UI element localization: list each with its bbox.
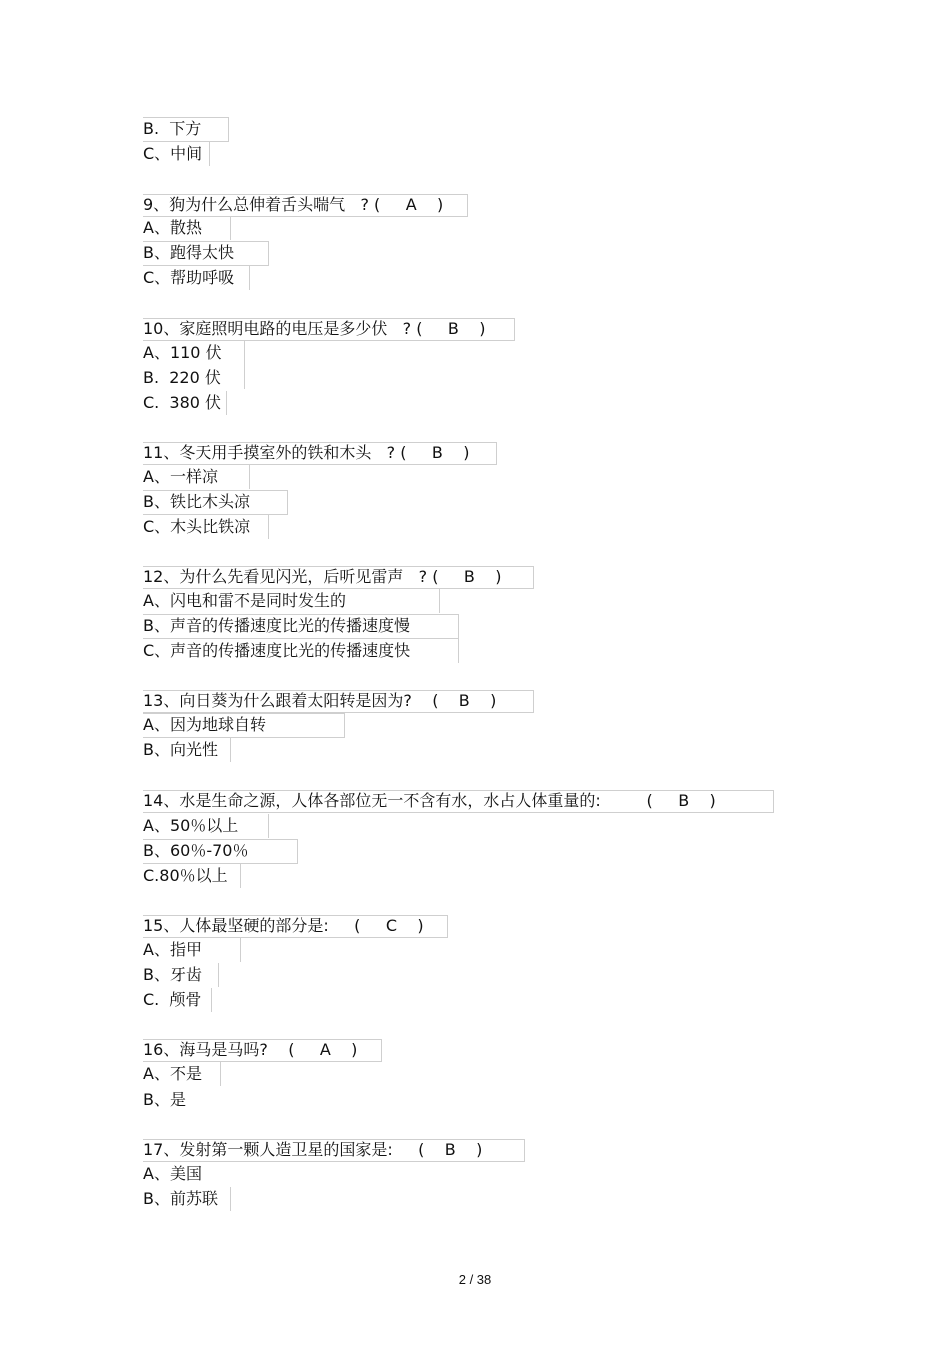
- option-a: A、闪电和雷不是同时发生的: [143, 591, 346, 610]
- option-a: A、110 伏: [143, 343, 222, 362]
- option-c: C. 380 伏: [143, 393, 222, 412]
- rule-fragment: [143, 566, 534, 589]
- option-c: C、木头比铁凉: [143, 517, 251, 536]
- rule-fragment: [244, 341, 245, 389]
- rule-fragment: [230, 216, 231, 240]
- rule-fragment: [230, 1187, 231, 1211]
- option-c: C、帮助呼吸: [143, 268, 235, 287]
- rule-fragment: [249, 266, 250, 290]
- rule-fragment: [143, 117, 229, 142]
- question-11: 11、冬天用手摸室外的铁和木头 ? ( B ): [143, 443, 470, 462]
- question-13: 13、向日葵为什么跟着太阳转是因为? ( B ): [143, 691, 497, 710]
- option-b: B、牙齿: [143, 965, 202, 984]
- rule-fragment: [458, 639, 459, 663]
- rule-fragment: [249, 465, 250, 489]
- option-b: B、铁比木头凉: [143, 492, 250, 511]
- option-c: C.80％以上: [143, 866, 228, 885]
- option-c: C. 颅骨: [143, 990, 202, 1009]
- option-a: A、不是: [143, 1064, 202, 1083]
- rule-fragment: [143, 839, 298, 864]
- rule-fragment: [143, 915, 448, 938]
- option-b: B、60％-70％: [143, 841, 249, 860]
- option-c: C、中间: [143, 144, 203, 163]
- option-a: A、指甲: [143, 940, 202, 959]
- option-b: B、是: [143, 1090, 186, 1109]
- rule-fragment: [143, 713, 345, 738]
- rule-fragment: [240, 938, 241, 962]
- rule-fragment: [268, 515, 269, 539]
- question-14: 14、水是生命之源，人体各部位无一不含有水，水占人体重量的: ( B ): [143, 791, 716, 810]
- rule-fragment: [226, 391, 227, 415]
- option-b: B、向光性: [143, 740, 218, 759]
- question-17: 17、发射第一颗人造卫星的国家是: ( B ): [143, 1140, 483, 1159]
- option-a: A、50％以上: [143, 816, 239, 835]
- option-c: C、声音的传播速度比光的传播速度快: [143, 641, 411, 660]
- rule-fragment: [218, 963, 219, 987]
- page-number: 2 / 38: [458, 1272, 492, 1287]
- question-10: 10、家庭照明电路的电压是多少伏 ? ( B ): [143, 319, 486, 338]
- rule-fragment: [143, 790, 774, 813]
- rule-fragment: [143, 318, 515, 341]
- rule-fragment: [211, 988, 212, 1012]
- option-b: B. 220 伏: [143, 368, 221, 387]
- option-b: B. 下方: [143, 119, 202, 138]
- option-a: A、因为地球自转: [143, 715, 266, 734]
- rule-fragment: [439, 589, 440, 613]
- question-9: 9、狗为什么总伸着舌头喘气 ? ( A ): [143, 195, 444, 214]
- question-12: 12、为什么先看见闪光，后听见雷声 ? ( B ): [143, 567, 502, 586]
- option-b: B、前苏联: [143, 1189, 218, 1208]
- rule-fragment: [143, 1039, 382, 1062]
- rule-fragment: [230, 738, 231, 762]
- rule-fragment: [240, 864, 241, 888]
- rule-fragment: [143, 1139, 525, 1162]
- option-a: A、美国: [143, 1164, 202, 1183]
- rule-fragment: [143, 690, 534, 713]
- rule-fragment: [143, 442, 497, 465]
- question-15: 15、人体最坚硬的部分是: ( C ): [143, 916, 424, 935]
- option-a: A、散热: [143, 218, 202, 237]
- option-b: B、声音的传播速度比光的传播速度慢: [143, 616, 410, 635]
- rule-fragment: [268, 814, 269, 838]
- rule-fragment: [209, 142, 210, 166]
- rule-fragment: [220, 1062, 221, 1086]
- rule-fragment: [143, 241, 269, 266]
- rule-fragment: [143, 614, 459, 639]
- option-b: B、跑得太快: [143, 243, 234, 262]
- rule-fragment: [143, 490, 288, 515]
- question-16: 16、海马是马吗? ( A ): [143, 1040, 358, 1059]
- option-a: A、一样凉: [143, 467, 218, 486]
- rule-fragment: [143, 194, 468, 217]
